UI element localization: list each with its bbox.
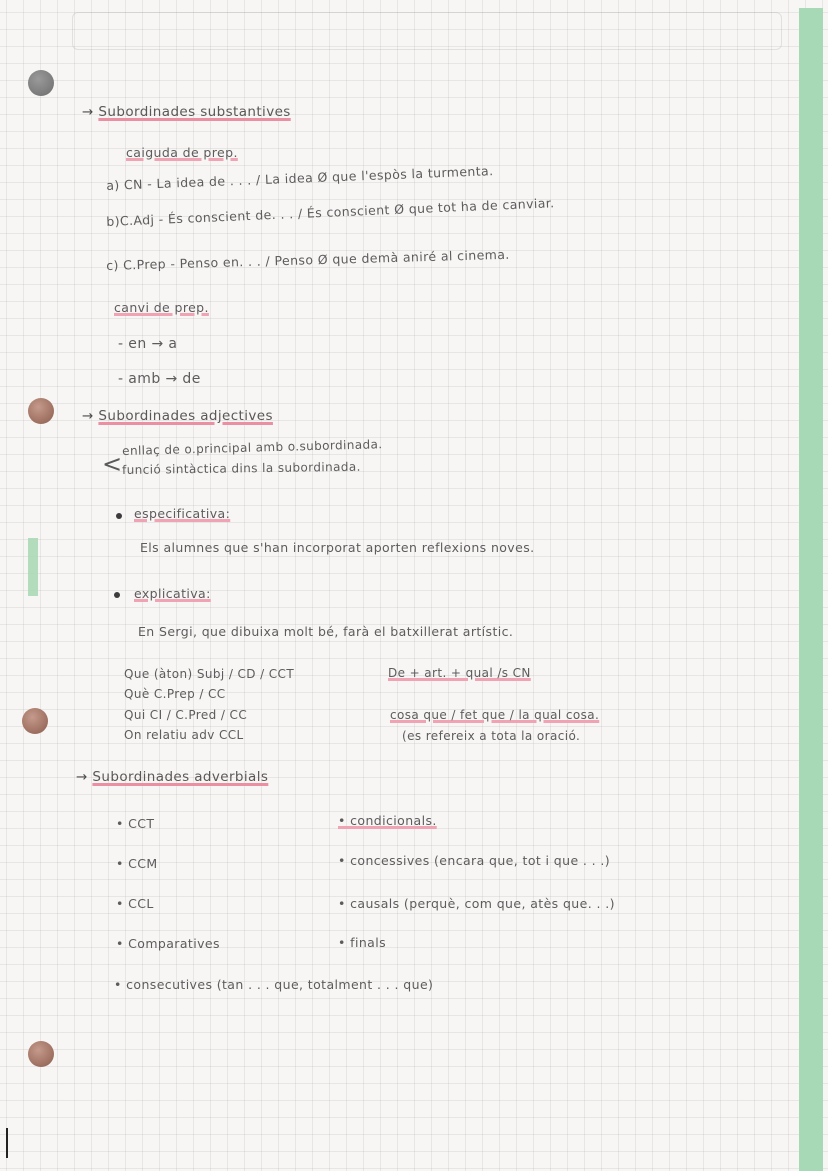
binder-hole-1 — [28, 70, 54, 96]
explicativa-example: En Sergi, que dibuixa molt bé, farà el batxillerat artístic. — [138, 624, 514, 639]
relatiu-left-1: Que (àton) Subj / CD / CCT — [124, 667, 295, 681]
especificativa-example: Els alumnes que s'han incorporat aporten reflexions noves. — [140, 540, 535, 555]
heading-text: Subordinades adjectives — [98, 408, 273, 424]
bullet-dot-icon — [116, 513, 122, 519]
adjective-feature-2: funció sintàctica dins la subordinada. — [122, 459, 361, 477]
canvi-label: canvi de prep. — [114, 300, 209, 315]
substantive-item-a: a) CN - La idea de . . . / La idea Ø que l'espòs la turmenta. — [106, 163, 494, 193]
brace-left-icon: < — [102, 450, 123, 478]
arrow-icon: → — [82, 104, 94, 120]
adverbial-right-2: • concessives (encara que, tot i que . . .) — [338, 853, 611, 868]
binder-hole-3 — [22, 708, 48, 734]
binder-hole-4 — [28, 1041, 54, 1067]
left-margin-mark — [6, 1128, 8, 1158]
adverbial-left-2: • CCM — [116, 856, 158, 871]
adverbial-right-3: • causals (perquè, com que, atès que. . .) — [338, 896, 615, 911]
adverbial-left-1: • CCT — [116, 816, 155, 831]
relatiu-left-2: Què C.Prep / CC — [124, 687, 226, 701]
arrow-icon: → — [82, 408, 94, 424]
adverbial-right-4: • finals — [338, 935, 386, 950]
relatiu-right-2: cosa que / fet que / la qual cosa. — [390, 708, 600, 722]
adverbial-left-3: • CCL — [116, 896, 154, 911]
adverbial-consecutives: • consecutives (tan . . . que, totalment . . . que) — [114, 977, 434, 992]
binder-hole-2 — [28, 398, 54, 424]
divider-tab — [28, 538, 38, 596]
page-edge-strip — [799, 8, 823, 1171]
heading-text: Subordinades adverbials — [92, 769, 269, 785]
canvi-item-1: - en → a — [118, 336, 178, 352]
especificativa-label: especificativa: — [134, 506, 231, 521]
adverbial-left-4: • Comparatives — [116, 936, 220, 951]
substantive-item-b: b)C.Adj - És conscient de. . . / És conscient Ø que tot ha de canviar. — [106, 195, 555, 229]
relatiu-right-1: De + art. + qual /s CN — [388, 666, 531, 680]
adjective-feature-1: enllaç de o.principal amb o.subordinada. — [122, 437, 383, 458]
relatiu-right-3: (es refereix a tota la oració. — [402, 729, 581, 743]
substantive-item-c: c) C.Prep - Penso en. . . / Penso Ø que demà aniré al cinema. — [106, 246, 510, 273]
bullet-dot-icon — [114, 592, 120, 598]
heading-substantives — [82, 104, 291, 120]
relatiu-left-3: Qui CI / C.Pred / CC — [124, 708, 248, 722]
heading-adverbials — [76, 769, 268, 785]
caiguda-label: caiguda de prep. — [126, 145, 238, 160]
explicativa-label: explicativa: — [134, 586, 211, 601]
header-box — [72, 12, 782, 50]
canvi-item-2: - amb → de — [118, 371, 201, 387]
arrow-icon: → — [76, 769, 88, 785]
adverbial-right-1: • condicionals. — [338, 813, 437, 828]
heading-adjectives — [82, 408, 273, 424]
relatiu-left-4: On relatiu adv CCL — [124, 728, 244, 742]
heading-text: Subordinades substantives — [98, 104, 291, 120]
